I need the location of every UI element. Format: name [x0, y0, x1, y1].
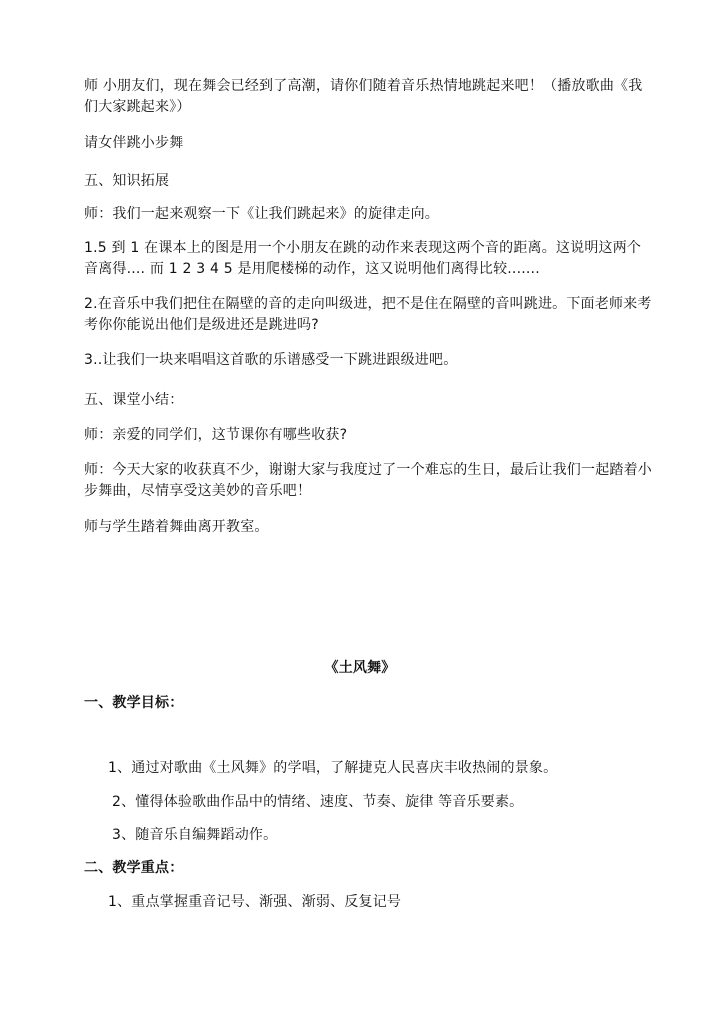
paragraph-girls-dance: 请女伴跳小步舞 [84, 135, 184, 151]
paragraph-ask-gains: 师：亲爱的同学们，这节课你有哪些收获? [84, 427, 348, 443]
paragraph-sing-score: 3..让我们一块来唱唱这首歌的乐谱感受一下跳进跟级进吧。 [84, 352, 458, 368]
goal-item-2: 2、懂得体验歌曲作品中的情绪、速度、节奏、旋律 等音乐要素。 [112, 794, 524, 810]
paragraph-step-leap: 2.在音乐中我们把住在隔壁的音的走向叫级进，把不是住在隔壁的音叫跳进。下面老师来考考你你能说出他们是级进还是跳进吗? [84, 296, 652, 333]
goal-item-3: 3、随音乐自编舞蹈动作。 [112, 827, 278, 843]
lesson-title: 《土风舞》 [324, 660, 396, 676]
goal-item-1: 1、通过对歌曲《土风舞》的学唱，了解捷克人民喜庆丰收热闹的景象。 [108, 760, 558, 776]
focus-item-1: 1、重点掌握重音记号、渐强、渐弱、反复记号 [108, 894, 402, 910]
heading-knowledge-extension: 五、知识拓展 [84, 173, 170, 189]
paragraph-interval-explain: 1.5 到 1 在课本上的图是用一个小朋友在跳的动作来表现这两个音的距离。这说明这两个音离得.... 而 1 2 3 4 5 是用爬楼梯的动作，这又说明他们离得比较....... [84, 240, 642, 277]
heading-teaching-goals: 一、教学目标： [84, 695, 184, 711]
paragraph-closing-remarks: 师：今天大家的收获真不少，谢谢大家与我度过了一个难忘的生日，最后让我们一起踏着小步舞曲，尽情享受这美妙的音乐吧！ [84, 462, 652, 499]
paragraph-leave-classroom: 师与学生踏着舞曲离开教室。 [84, 519, 269, 535]
heading-teaching-focus: 二、教学重点： [84, 860, 184, 876]
paragraph-teacher-dance: 师 小朋友们，现在舞会已经到了高潮，请你们随着音乐热情地跳起来吧！（播放歌曲《我们大家跳起来》） [84, 78, 643, 115]
heading-class-summary: 五、课堂小结： [84, 392, 184, 408]
paragraph-melody-observe: 师：我们一起来观察一下《让我们跳起来》的旋律走向。 [84, 206, 439, 222]
